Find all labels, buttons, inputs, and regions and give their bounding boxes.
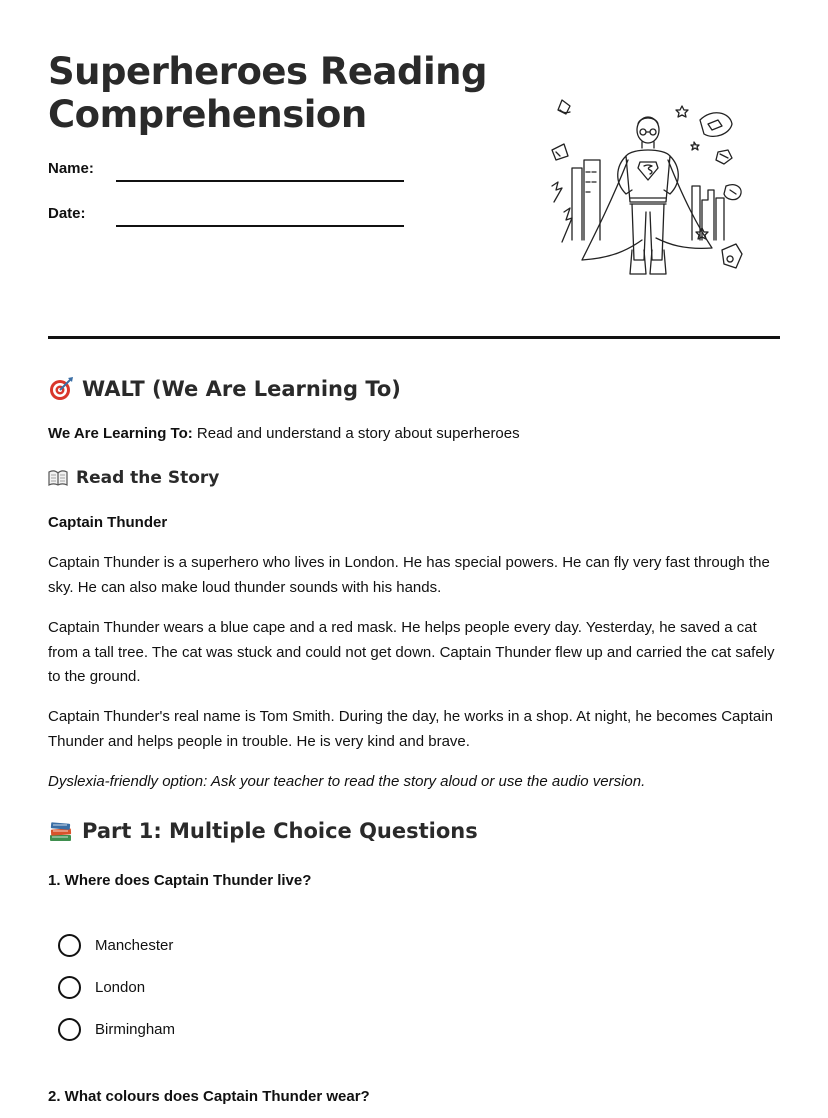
open-book-icon bbox=[48, 469, 68, 487]
date-label: Date: bbox=[48, 205, 86, 222]
story-paragraph-2: Captain Thunder wears a blue cape and a red mask. He helps people every day. Yesterday, he saved a cat from a tall tree. The cat was stuck and could not get down. Captain Thunder flew up and carried the cat safely to the ground. bbox=[48, 619, 775, 685]
q1-radio-manchester[interactable] bbox=[58, 934, 81, 957]
dyslexia-note: Dyslexia-friendly option: Ask your teacher to read the story aloud or use the audio version. bbox=[48, 773, 646, 790]
date-field[interactable] bbox=[48, 205, 86, 222]
walt-text: Read and understand a story about superheroes bbox=[192, 425, 520, 442]
q1-option-london[interactable] bbox=[58, 976, 145, 999]
read-story-heading bbox=[48, 468, 219, 488]
q1-option-label: London bbox=[95, 979, 146, 996]
story-title: Captain Thunder bbox=[48, 514, 168, 531]
q1-option-birmingham[interactable] bbox=[58, 1018, 175, 1041]
story-paragraph-3: Captain Thunder's real name is Tom Smith. During the day, he works in a shop. At night, he becomes Captain Thunder and helps people in trouble. He is very kind and brave. bbox=[48, 708, 773, 750]
name-write-line[interactable] bbox=[116, 180, 404, 182]
title-line-1: Superheroes Reading bbox=[48, 50, 487, 93]
title-line-2: Comprehension bbox=[48, 93, 367, 136]
header-divider bbox=[48, 336, 780, 339]
question-2: 2. What colours does Captain Thunder wear? bbox=[48, 1088, 370, 1105]
target-icon bbox=[48, 376, 74, 402]
walt-heading bbox=[48, 376, 401, 402]
books-icon bbox=[48, 818, 74, 844]
question-1: 1. Where does Captain Thunder live? bbox=[48, 872, 312, 889]
worksheet-header bbox=[48, 0, 780, 340]
name-field[interactable] bbox=[48, 160, 94, 177]
read-story-heading-text: Read the Story bbox=[76, 468, 220, 488]
q1-option-label: Birmingham bbox=[95, 1021, 176, 1038]
q1-radio-birmingham[interactable] bbox=[58, 1018, 81, 1041]
superhero-illustration bbox=[542, 90, 752, 300]
worksheet-page bbox=[48, 0, 780, 1105]
story-paragraph-1: Captain Thunder is a superhero who lives in London. He has special powers. He can fly very fast through the sky. He can also make loud thunder sounds with his hands. bbox=[48, 554, 770, 596]
q1-option-label: Manchester bbox=[95, 937, 174, 954]
walt-heading-text: WALT (We Are Learning To) bbox=[82, 377, 401, 401]
name-label: Name: bbox=[48, 160, 94, 177]
q1-radio-london[interactable] bbox=[58, 976, 81, 999]
walt-statement bbox=[48, 422, 780, 447]
part1-heading-text: Part 1: Multiple Choice Questions bbox=[82, 819, 478, 843]
part1-heading bbox=[48, 818, 478, 844]
date-write-line[interactable] bbox=[116, 225, 404, 227]
q1-option-manchester[interactable] bbox=[58, 934, 173, 957]
page-title bbox=[48, 50, 518, 136]
walt-label: We Are Learning To: bbox=[48, 425, 193, 442]
